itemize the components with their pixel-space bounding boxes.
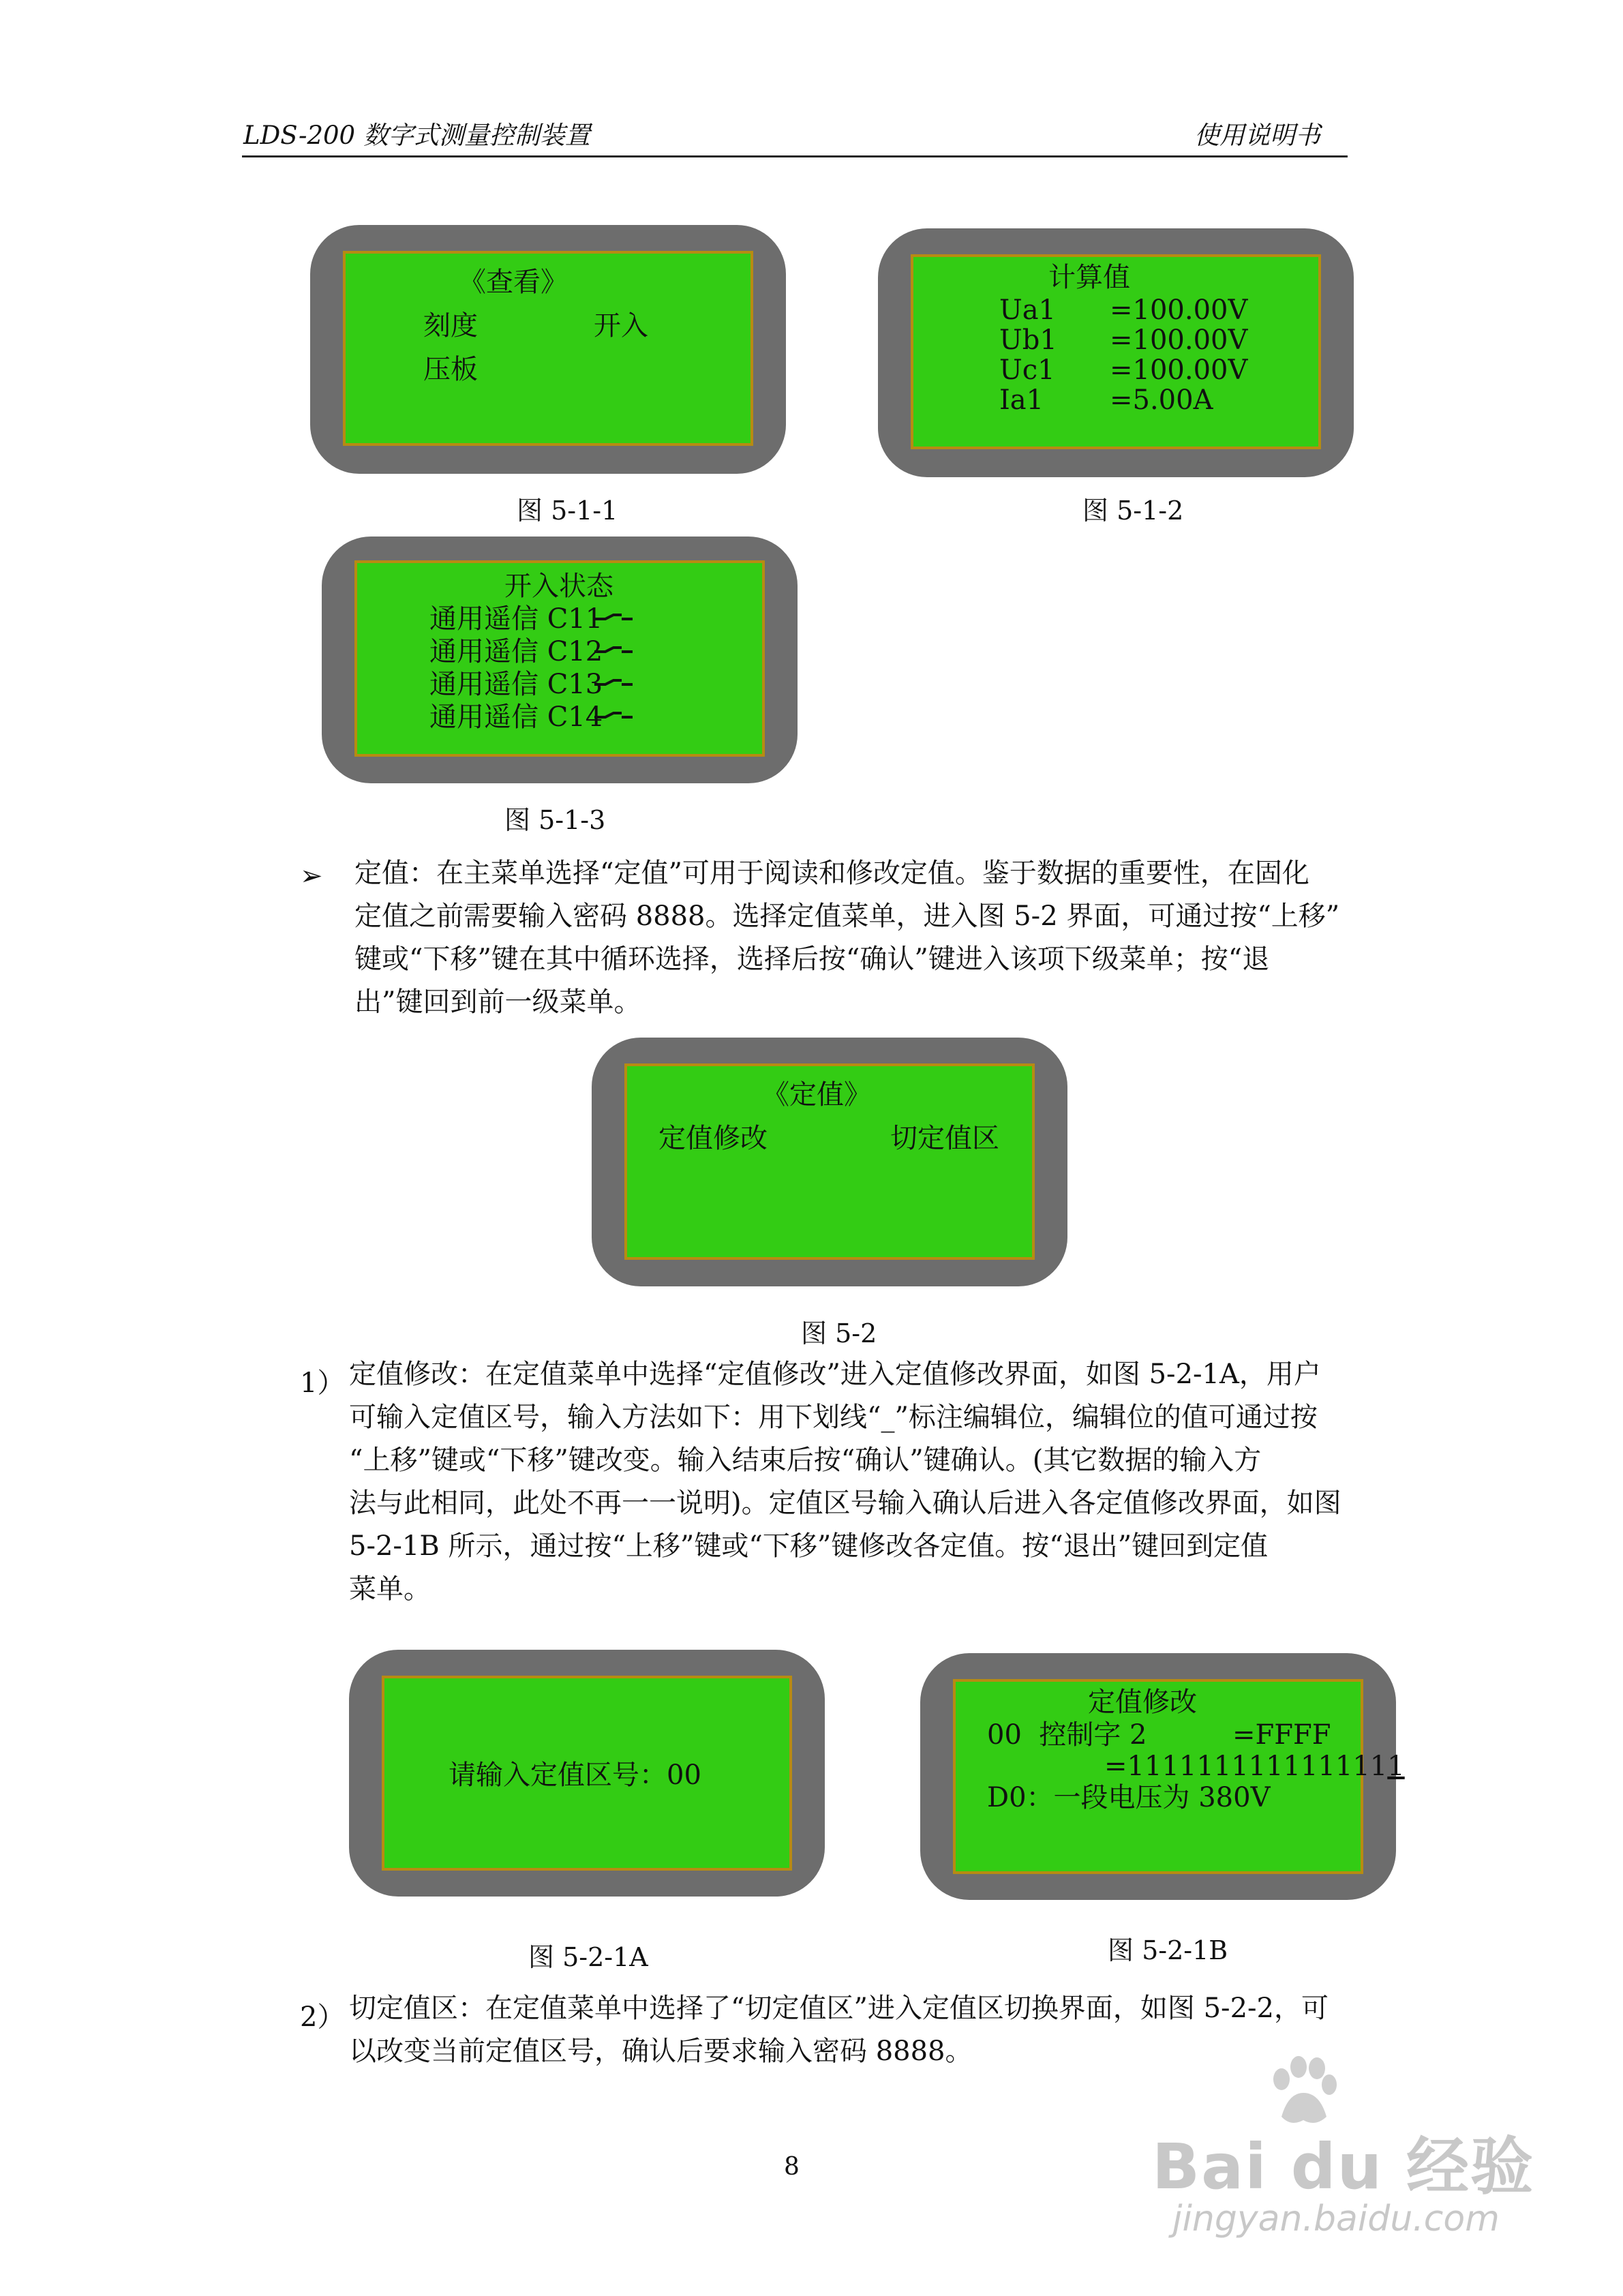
list-number: 1） [300,1368,345,1399]
page-number: 8 [784,2153,800,2181]
bullet-arrow-icon: ➢ [300,860,323,892]
lcd-screen [343,251,753,446]
lcd-screen [624,1063,1035,1260]
value-reading: =100.00V [1110,294,1248,326]
figure-caption: 图 5-1-2 [1082,496,1184,526]
lcd-panel-setting-menu [592,1038,1067,1286]
paragraph-line: 定值：在主菜单选择“定值”可用于阅读和修改定值。鉴于数据的重要性，在固化 [354,858,1309,889]
menu-item-input: 开入 [594,310,648,342]
figure-caption: 图 5-1-3 [504,805,606,835]
input-channel-label: 通用遥信 C12 [429,636,603,667]
value-name: Ua1 [999,294,1057,326]
value-reading: =5.00A [1110,384,1213,416]
switch-open-icon [593,612,634,623]
lcd-screen [911,254,1321,449]
figure-caption: 图 5-1-1 [517,496,618,526]
menu-item-scale: 刻度 [423,310,478,342]
binary-digits: =111111111111111 [1104,1751,1388,1782]
list-number: 2） [300,2002,345,2033]
lcd-title: 《定值》 [762,1079,871,1111]
lcd-panel-setting-edit [920,1653,1405,1900]
setting-index-name: 00 控制字 2 [987,1719,1147,1751]
paragraph-line: 定值修改：在定值菜单中选择“定值修改”进入定值修改界面，如图 5-2-1A，用户 [349,1359,1321,1390]
switch-open-icon [593,710,634,721]
lcd-panel-view-menu [310,225,786,474]
value-name: Ub1 [999,324,1057,356]
paragraph-line: 以改变当前定值区号，确认后要求输入密码 8888。 [349,2036,973,2067]
input-channel-label: 通用遥信 C13 [429,669,603,700]
switch-open-icon [593,645,634,656]
figure-caption: 图 5-2-1B [1108,1935,1228,1965]
paragraph-switch-zone [349,1987,1329,2073]
menu-item-modify-setting: 定值修改 [658,1123,768,1154]
paragraph-line: 法与此相同，此处不再一一说明)。定值区号输入确认后进入各定值修改界面，如图 [349,1487,1341,1519]
value-name: Ia1 [999,384,1044,416]
header-title: LDS-200 数字式测量控制装置 [243,121,590,150]
lcd-title: 定值修改 [1088,1687,1197,1718]
lcd-title: 计算值 [1048,262,1130,293]
setting-binary-value [1104,1753,1405,1780]
value-reading: =100.00V [1110,324,1248,356]
paragraph-line: 切定值区：在定值菜单中选择了“切定值区”进入定值区切换界面，如图 5-2-2，可 [349,1993,1329,2024]
edit-cursor-digit: 1 [1387,1751,1405,1782]
lcd-title: 《查看》 [459,267,568,298]
watermark-brand: Bai du 经验 [1152,2130,1535,2203]
paragraph-line: 可输入定值区号，输入方法如下：用下划线“_”标注编辑位，编辑位的值可通过按 [349,1402,1318,1433]
figure-caption: 图 5-2 [801,1318,877,1348]
lcd-panel-calculated-values [878,228,1354,477]
paragraph-setting-values [354,852,1339,1024]
menu-item-switch-zone: 切定值区 [890,1123,999,1154]
header-manual-label: 使用说明书 [1194,121,1320,150]
value-name: Uc1 [999,354,1055,386]
value-reading: =100.00V [1110,354,1248,386]
setting-hex-value: =FFFF [1232,1719,1331,1751]
input-channel-label: 通用遥信 C14 [429,701,603,733]
paragraph-modify-setting [349,1353,1341,1611]
zone-number-prompt: 请输入定值区号：00 [449,1759,701,1791]
paragraph-line: 5-2-1B 所示，通过按“上移”键或“下移”键修改各定值。按“退出”键回到定值 [349,1530,1269,1562]
paragraph-line: 出”键回到前一级菜单。 [354,986,641,1018]
lcd-screen [382,1676,792,1871]
setting-description: D0：一段电压为 380V [987,1782,1271,1813]
lcd-title: 开入状态 [504,571,613,602]
header-rule [242,155,1348,157]
lcd-screen [354,560,765,757]
switch-open-icon [593,678,634,689]
paragraph-line: 定值之前需要输入密码 8888。选择定值菜单，进入图 5-2 界面，可通过按“上移” [354,901,1340,932]
lcd-screen [953,1679,1405,1874]
lcd-panel-zone-input [349,1650,825,1897]
figure-caption: 图 5-2-1A [528,1942,648,1972]
input-channel-label: 通用遥信 C11 [429,603,603,635]
watermark-url: jingyan.baidu.com [1172,2199,1500,2239]
paragraph-line: “上移”键或“下移”键改变。输入结束后按“确认”键确认。(其它数据的输入方 [349,1445,1262,1476]
menu-item-platen: 压板 [423,354,478,385]
paragraph-line: 键或“下移”键在其中循环选择，选择后按“确认”键进入该项下级菜单；按“退 [354,943,1270,975]
lcd-panel-input-status [322,537,798,783]
paragraph-line: 菜单。 [349,1573,431,1605]
